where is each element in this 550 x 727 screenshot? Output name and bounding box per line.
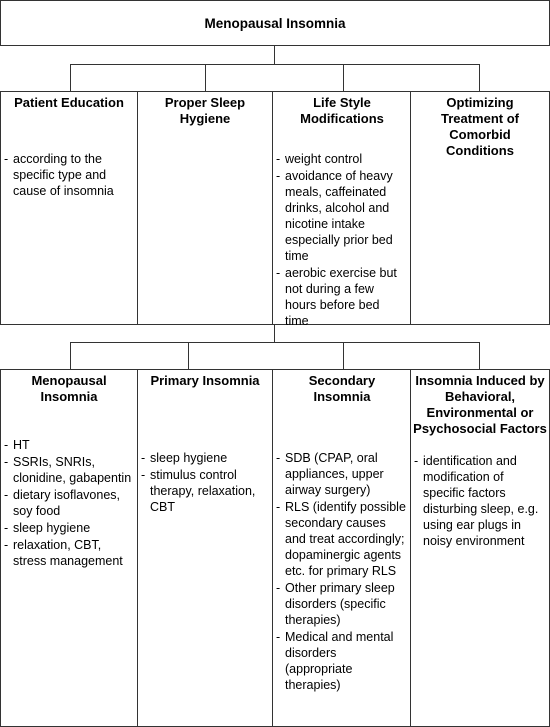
row2-heading-1: Menopausal Insomnia — [31, 373, 107, 404]
list-item: - Medical and mental disorders (appropriate therapies) — [276, 629, 406, 693]
list-item: - weight control — [276, 151, 406, 167]
row2-list-4 — [414, 453, 544, 550]
row2-list-1 — [4, 437, 134, 570]
connector-row1-drop-1 — [70, 64, 71, 92]
list-item: - SSRIs, SNRIs, clonidine, gabapentin — [4, 454, 134, 486]
list-item: - HT — [4, 437, 134, 453]
list-item: - relaxation, CBT, stress management — [4, 537, 134, 569]
connector-row1-drop-2 — [205, 64, 206, 92]
connector-row2-drop-3 — [343, 342, 344, 370]
row1-list-3 — [276, 151, 406, 330]
list-item: - SDB (CPAP, oral appliances, upper airway surgery) — [276, 450, 406, 498]
list-item: - sleep hygiene — [4, 520, 134, 536]
row1-heading-4: Optimizing Treatment of Comorbid Conditions — [440, 95, 519, 158]
diagram-title: Menopausal Insomnia — [204, 15, 346, 31]
list-item: - according to the specific type and cause of insomnia — [4, 151, 132, 199]
connector-row2-bar — [70, 342, 479, 343]
list-item: - RLS (identify possible secondary causes and treat accordingly; dopaminergic agents etc. for primary RLS — [276, 499, 406, 579]
row1-heading-1: Patient Education — [14, 95, 124, 110]
list-item: - dietary isoflavones, soy food — [4, 487, 134, 519]
connector-row2-drop-1 — [70, 342, 71, 370]
row2-heading-4: Insomnia Induced by Behavioral, Environmental or Psychosocial Factors — [413, 373, 547, 436]
row2-box-primary — [137, 369, 273, 727]
row2-heading-2: Primary Insomnia — [150, 373, 260, 388]
list-item: - avoidance of heavy meals, caffeinated drinks, alcohol and nicotine intake especially prior bed time — [276, 168, 406, 264]
row2-heading-3: Secondary Insomnia — [308, 373, 376, 404]
connector-row2-drop-4 — [479, 342, 480, 370]
title-box — [0, 0, 550, 46]
connector-row1-drop-3 — [343, 64, 344, 92]
connector-row2-drop-2 — [188, 342, 189, 370]
connector-row1-bar — [70, 64, 479, 65]
row1-list-1 — [4, 151, 132, 200]
row1-box-patient-education — [0, 91, 138, 325]
list-item: - identification and modification of specific factors disturbing sleep, e.g. using ear plugs in noisy environment — [414, 453, 544, 549]
row2-list-3 — [276, 450, 406, 694]
list-item: - stimulus control therapy, relaxation, CBT — [141, 467, 269, 515]
row1-heading-3: Life Style Modifications — [300, 95, 384, 126]
connector-title-stem — [274, 46, 275, 64]
connector-mid-stem — [274, 325, 275, 342]
list-item: - aerobic exercise but not during a few hours before bed time — [276, 265, 406, 329]
connector-row1-drop-4 — [479, 64, 480, 92]
list-item: - Other primary sleep disorders (specific therapies) — [276, 580, 406, 628]
row1-heading-2: Proper Sleep Hygiene — [164, 95, 246, 126]
list-item: - sleep hygiene — [141, 450, 269, 466]
row2-list-2 — [141, 450, 269, 516]
